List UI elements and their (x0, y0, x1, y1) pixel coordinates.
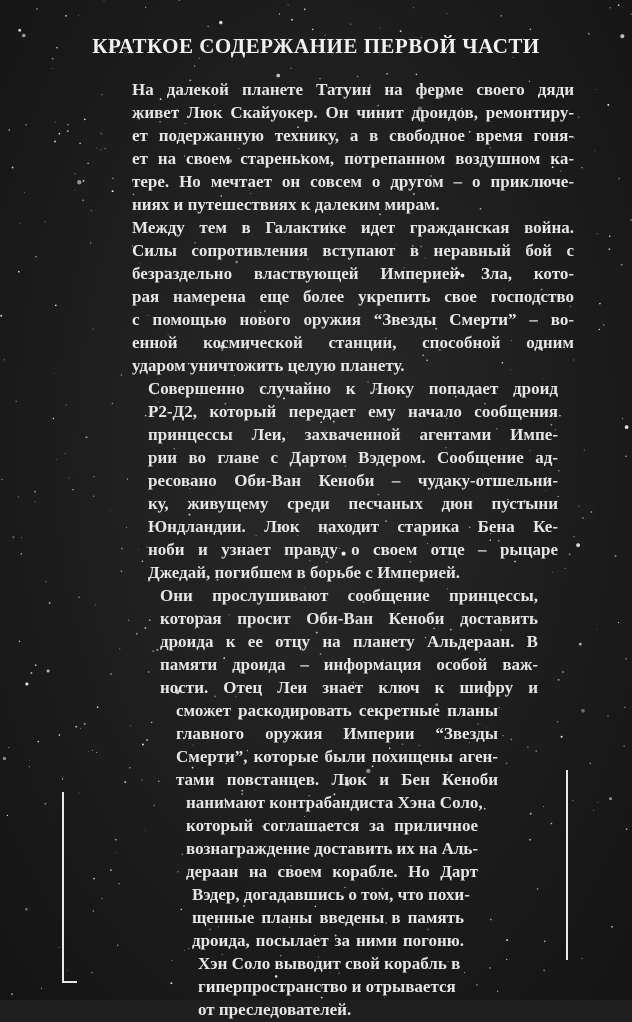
page-title: КРАТКОЕ СОДЕРЖАНИЕ ПЕРВОЙ ЧАСТИ (92, 34, 540, 58)
star (530, 29, 531, 30)
star (171, 960, 172, 961)
star (581, 958, 582, 959)
star (621, 264, 623, 266)
star (181, 909, 183, 911)
star (105, 148, 106, 149)
star (615, 555, 617, 557)
star (95, 604, 96, 605)
star (102, 94, 103, 95)
star (18, 29, 21, 32)
text-line: Хэн Соло выводит свой корабль в (198, 954, 461, 973)
text-line: На далекой планете Татуин на ферме своего дяди (132, 80, 574, 99)
star (25, 124, 27, 126)
star (59, 734, 61, 736)
star (625, 425, 629, 429)
star (184, 950, 185, 951)
star (88, 751, 89, 752)
star (279, 13, 280, 14)
star (127, 478, 128, 479)
star (55, 122, 56, 123)
star (557, 721, 558, 722)
star (97, 706, 99, 708)
star (68, 478, 69, 479)
star (12, 167, 14, 169)
text-line: нанимают контрабандиста Хэна Соло, (186, 793, 483, 812)
star (151, 722, 152, 723)
star (75, 173, 76, 174)
star (527, 746, 529, 748)
star (579, 643, 582, 646)
star (572, 800, 573, 801)
frame-bottom-horizontal (62, 981, 77, 983)
star (75, 726, 77, 728)
star (119, 648, 120, 649)
text-line: сможет раскодировать секретные планы (176, 701, 498, 720)
star (597, 233, 598, 234)
star (597, 629, 598, 630)
star (506, 763, 508, 765)
text-line: Совершенно случайно к Люку попадает дроид (148, 379, 558, 398)
star (350, 23, 351, 24)
text-line: рии во главе с Дартом Вэдером. Сообщение ад- (148, 448, 558, 467)
star (78, 596, 79, 597)
star (484, 808, 486, 810)
star (30, 672, 32, 674)
star (476, 984, 478, 986)
star (497, 991, 498, 992)
star (93, 496, 94, 497)
star (584, 449, 585, 450)
star (59, 947, 60, 948)
star (149, 619, 151, 621)
star (142, 780, 143, 781)
star (413, 7, 414, 8)
star (182, 854, 184, 856)
star (21, 553, 23, 555)
text-line: главного оружия Империи “Звезды (176, 724, 498, 743)
star (34, 501, 35, 502)
text-line: дроида к ее отцу на планету Альдераан. В (160, 632, 538, 651)
star (93, 878, 95, 880)
star (93, 476, 94, 477)
star (590, 762, 591, 763)
star (74, 190, 75, 191)
star (506, 959, 507, 960)
star (145, 415, 146, 416)
star (96, 752, 97, 753)
star (631, 14, 632, 15)
star (304, 8, 306, 10)
text-line: принцессы Леи, захваченной агентами Импе- (148, 425, 558, 444)
star (145, 7, 146, 8)
star (148, 671, 149, 672)
star (562, 671, 564, 673)
star (480, 208, 482, 210)
text-line: от преследователей. (198, 1000, 352, 1019)
star (84, 723, 86, 725)
star (543, 806, 544, 807)
star (607, 715, 608, 716)
text-line: ресовано Оби-Ван Кеноби – чудаку-отшельни- (148, 471, 558, 490)
star (610, 7, 611, 8)
star (576, 543, 580, 547)
star (90, 242, 91, 243)
star (77, 180, 81, 184)
star (130, 725, 131, 726)
star (156, 649, 158, 651)
star (603, 324, 604, 325)
star (158, 781, 160, 783)
star (35, 256, 36, 257)
star (112, 190, 114, 192)
star (379, 27, 380, 28)
text-line: Р2-Д2, который передает ему начало сообщения (148, 402, 558, 421)
star (82, 200, 84, 202)
text-line: ку, живущему среди песчаных дюн пустыни (148, 494, 558, 513)
star (489, 967, 490, 968)
star (104, 0, 105, 1)
star (573, 360, 574, 361)
text-line: ет подержанную технику, а в свободное время гоня- (132, 126, 574, 145)
star (502, 362, 504, 364)
star (129, 767, 130, 768)
text-line: с помощью нового оружия “Звезды Смерти” – во- (132, 310, 574, 329)
text-line: гиперпространство и отрывается (198, 977, 456, 996)
star (609, 235, 610, 236)
star (291, 19, 293, 21)
star (569, 553, 571, 555)
star (177, 871, 178, 872)
star (400, 30, 402, 32)
text-line: Джедай, погибшем в борьбе с Империей. (148, 563, 461, 582)
frame-left-vertical (62, 792, 64, 982)
star (59, 133, 61, 135)
star (118, 883, 119, 884)
star (19, 223, 20, 224)
star (530, 813, 532, 815)
star (1, 479, 3, 481)
text-line: которая просит Оби-Ван Кеноби доставить (160, 609, 538, 628)
star (67, 130, 69, 132)
star (126, 527, 127, 528)
star (16, 401, 17, 402)
star (115, 852, 116, 853)
text-line: дераан на своем корабле. Но Дарт (186, 862, 478, 881)
star (618, 178, 620, 180)
text-line: Силы сопротивления вступают в неравный бой с (132, 241, 574, 260)
star (56, 459, 57, 460)
star (618, 622, 619, 623)
star (506, 939, 508, 941)
star (100, 133, 102, 135)
star (529, 839, 531, 841)
star (145, 830, 146, 831)
star (581, 709, 585, 713)
star (78, 15, 79, 16)
star (138, 549, 139, 550)
star (101, 898, 102, 899)
star (67, 124, 69, 126)
star (624, 707, 625, 708)
star (607, 104, 609, 106)
star (35, 664, 37, 666)
star (124, 781, 126, 783)
text-line: дроида, посылает за ними погоню. (192, 931, 464, 950)
star (128, 620, 129, 621)
text-line: ноби и узнает правду о своем отце – рыцаре (148, 540, 558, 559)
star (62, 778, 63, 779)
star (551, 823, 553, 825)
star (54, 373, 55, 374)
text-line: Они прослушивают сообщение принцессы, (160, 586, 538, 605)
star (52, 68, 53, 69)
star (194, 65, 195, 66)
text-line: рая намерена еще более укрепить свое господство (132, 287, 574, 306)
star (0, 315, 2, 317)
star (179, 0, 181, 1)
text-line: тами повстанцев. Люк и Бен Кеноби (176, 770, 498, 789)
text-line: енной космической станции, способной одним (132, 333, 574, 352)
text-line: который соглашается за приличное (186, 816, 478, 835)
text-line: живет Люк Скайуокер. Он чинит дроидов, ремонтиру- (132, 103, 574, 122)
star (34, 491, 36, 493)
star (543, 970, 545, 972)
star (79, 143, 80, 144)
star (44, 221, 45, 222)
star (596, 89, 597, 90)
star (80, 728, 81, 729)
star (142, 744, 144, 746)
star (18, 496, 19, 497)
star (66, 970, 67, 971)
star (8, 747, 9, 748)
star (609, 797, 612, 800)
star (79, 793, 80, 794)
star (121, 548, 123, 550)
star (110, 510, 111, 511)
star (626, 828, 628, 830)
star (4, 359, 5, 360)
star (599, 329, 600, 330)
star (608, 248, 610, 250)
text-line: ности. Отец Леи знает ключ к шифру и (160, 678, 538, 697)
star (154, 805, 155, 806)
star (208, 26, 209, 27)
star (41, 988, 42, 989)
star (18, 271, 20, 273)
star (45, 581, 46, 582)
text-line: вознаграждение доставить их на Аль- (186, 839, 479, 858)
star (25, 908, 28, 911)
star (447, 13, 448, 14)
star (66, 404, 67, 405)
star (510, 370, 511, 371)
star (630, 219, 631, 220)
star (3, 757, 6, 760)
star (288, 4, 289, 5)
text-line: Юндландии. Люк находит старика Бена Ке- (148, 517, 558, 536)
star (110, 673, 112, 675)
star (24, 192, 25, 193)
star (84, 119, 86, 121)
text-line: Вэдер, догадавшись о том, что похи- (192, 885, 470, 904)
star (622, 418, 623, 419)
star (25, 682, 28, 685)
star (136, 633, 138, 635)
star (72, 489, 73, 490)
star (12, 536, 14, 538)
star (96, 147, 97, 148)
star (188, 948, 189, 949)
star (464, 972, 465, 973)
star (565, 568, 566, 569)
star (625, 658, 627, 660)
star (144, 627, 146, 629)
star (29, 760, 30, 761)
star (219, 21, 222, 24)
star (112, 403, 113, 404)
star (170, 982, 172, 984)
star (618, 4, 620, 6)
star (9, 129, 10, 130)
frame-right-vertical (566, 770, 568, 960)
star (47, 669, 50, 672)
star (501, 15, 502, 16)
star (499, 707, 501, 709)
star (558, 679, 560, 681)
text-line: Между тем в Галактике идет гражданская война. (132, 218, 574, 237)
star (86, 436, 88, 438)
star (537, 888, 539, 890)
star (92, 910, 94, 912)
star (276, 74, 280, 78)
star (591, 511, 593, 513)
text-line: ет на своем стареньком, потрепанном воздушном ка- (132, 149, 574, 168)
star (625, 456, 627, 458)
star (578, 506, 579, 507)
text-line: ниях и путешествиях к далеким мирам. (132, 195, 440, 214)
star (312, 29, 314, 31)
star (581, 167, 582, 168)
star (65, 15, 67, 17)
star (112, 178, 113, 179)
star (142, 561, 143, 562)
star (558, 470, 560, 472)
star (416, 74, 418, 76)
star (146, 739, 148, 741)
star (574, 536, 575, 537)
star (91, 972, 93, 974)
star (490, 919, 492, 921)
star (91, 210, 92, 211)
star (535, 750, 537, 752)
star (110, 869, 112, 871)
star (53, 418, 55, 420)
star (561, 736, 563, 738)
star (599, 303, 601, 305)
star (49, 602, 51, 604)
star (92, 329, 93, 330)
star (54, 141, 56, 143)
text-line: Смерти”, которые были похищены аген- (176, 747, 498, 766)
star (582, 517, 584, 519)
star (121, 570, 122, 571)
star (83, 180, 85, 182)
star (623, 745, 625, 747)
star (115, 839, 117, 841)
star (92, 750, 93, 751)
star (593, 810, 594, 811)
star (611, 926, 613, 928)
star (597, 802, 598, 803)
text-line: памяти дроида – информация особой важ- (160, 655, 538, 674)
star (121, 374, 122, 375)
text-line: безраздельно властвующей Империей Зла, кото- (132, 264, 574, 283)
star (357, 76, 358, 77)
star (152, 650, 154, 652)
star (559, 415, 561, 417)
star (594, 150, 595, 151)
star (386, 73, 388, 75)
star (290, 68, 292, 70)
star (510, 739, 512, 741)
star (578, 116, 580, 118)
star (11, 993, 13, 995)
star (65, 453, 66, 454)
star (55, 305, 57, 307)
star (19, 641, 21, 643)
star (117, 945, 118, 946)
star (44, 803, 46, 805)
text-line: тере. Но мечтает он совсем о другом – о приключе- (132, 172, 574, 191)
star (21, 537, 22, 538)
star (7, 815, 8, 816)
star (38, 741, 39, 742)
text-line: ударом уничтожить целую планету. (132, 356, 405, 375)
text-line: щенные планы введены в память (192, 908, 464, 927)
star (544, 940, 546, 942)
star (100, 149, 101, 150)
star (502, 735, 504, 737)
star (36, 8, 38, 10)
star (87, 163, 88, 164)
star (29, 766, 30, 767)
